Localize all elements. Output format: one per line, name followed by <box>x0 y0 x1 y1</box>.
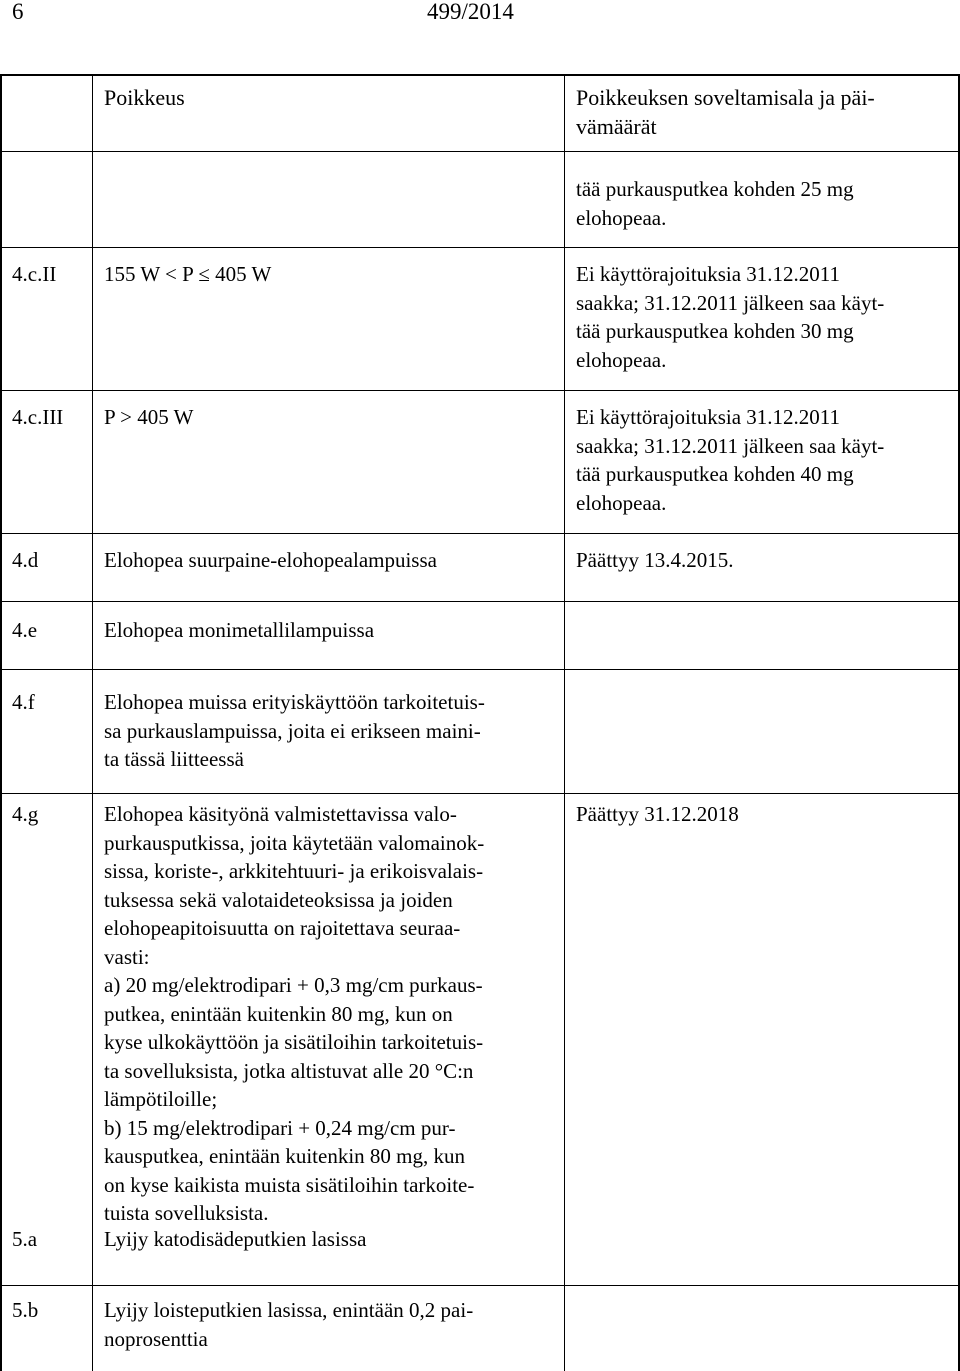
header-exemption: Poikkeus <box>104 85 185 110</box>
table-row-description: Lyijy katodisädeputkien lasissa <box>104 1227 367 1251</box>
table-row-description: Elohopea käsityönä valmistettavissa valo- purkausputkissa, joita käytetään valomainok- sissa, koriste-, arkkitehtuuri- ja erikoisvalais- tuksessa sekä valotaideteoksissa ja joiden elohopeapitoisuutta on rajoitettava seuraa- vasti: a) 20 mg/elektrodipari + 0,3 mg/cm purkaus- putkea, enintään kuitenkin 80 mg, kun on kyse ulkokäyttöön ja sisätiloihin tarkoitetuis- ta sovelluksista, jotka altistuvat alle 20 °C:n lämpötiloille; b) 15 mg/elektrodipari + 0,24 mg/cm pur- kausputkea, enintään kuitenkin 80 mg, kun on kyse kaikista muista sisätiloihin tarkoite- tuista sovelluksista. <box>104 802 485 1225</box>
row-divider <box>0 669 960 670</box>
row-divider <box>0 151 960 152</box>
table-row-scope: Ei käyttörajoituksia 31.12.2011 saakka; 31.12.2011 jälkeen saa käyt- tää purkausputkea kohden 30 mg elohopeaa. <box>576 262 885 372</box>
table-row-description: P > 405 W <box>104 405 194 429</box>
table-row-code: 4.f <box>12 690 35 714</box>
table-border-top <box>0 74 960 76</box>
column-divider-1 <box>92 74 93 1371</box>
table-row-code: 4.g <box>12 802 39 826</box>
page-number: 6 <box>12 0 24 24</box>
table-row-code: 4.c.III <box>12 405 64 429</box>
row-divider <box>0 533 960 534</box>
table-row-code: 4.c.II <box>12 262 57 286</box>
header-scope-and-dates: Poikkeuksen soveltamisala ja päi- vämäärät <box>576 85 875 139</box>
table-row-description: Elohopea monimetallilampuissa <box>104 618 375 642</box>
document-id: 499/2014 <box>427 0 514 24</box>
table-row-description: 155 W < P ≤ 405 W <box>104 262 272 286</box>
table-row-code: 4.e <box>12 618 38 642</box>
row-divider <box>0 390 960 391</box>
row-divider <box>0 1285 960 1286</box>
table-row-description: Lyijy loisteputkien lasissa, enintään 0,2 pai- noprosenttia <box>104 1298 474 1351</box>
table-border-left <box>0 74 2 1371</box>
table-row-code: 5.a <box>12 1227 38 1251</box>
table-row-scope: Ei käyttörajoituksia 31.12.2011 saakka; 31.12.2011 jälkeen saa käyt- tää purkausputkea kohden 40 mg elohopeaa. <box>576 405 885 515</box>
row-divider <box>0 793 960 794</box>
table-row-code: 4.d <box>12 548 39 572</box>
table-row-code: 5.b <box>12 1298 39 1322</box>
table-row-scope: tää purkausputkea kohden 25 mg elohopeaa. <box>576 177 854 230</box>
table-row-scope: Päättyy 31.12.2018 <box>576 802 739 826</box>
table-row-scope: Päättyy 13.4.2015. <box>576 548 734 572</box>
column-divider-2 <box>564 74 565 1371</box>
table-row-description: Elohopea muissa erityiskäyttöön tarkoitetuis- sa purkauslampuissa, joita ei erikseen maini- ta tässä liitteessä <box>104 690 485 771</box>
row-divider <box>0 247 960 248</box>
row-divider <box>0 601 960 602</box>
table-row-description: Elohopea suurpaine-elohopealampuissa <box>104 548 437 572</box>
